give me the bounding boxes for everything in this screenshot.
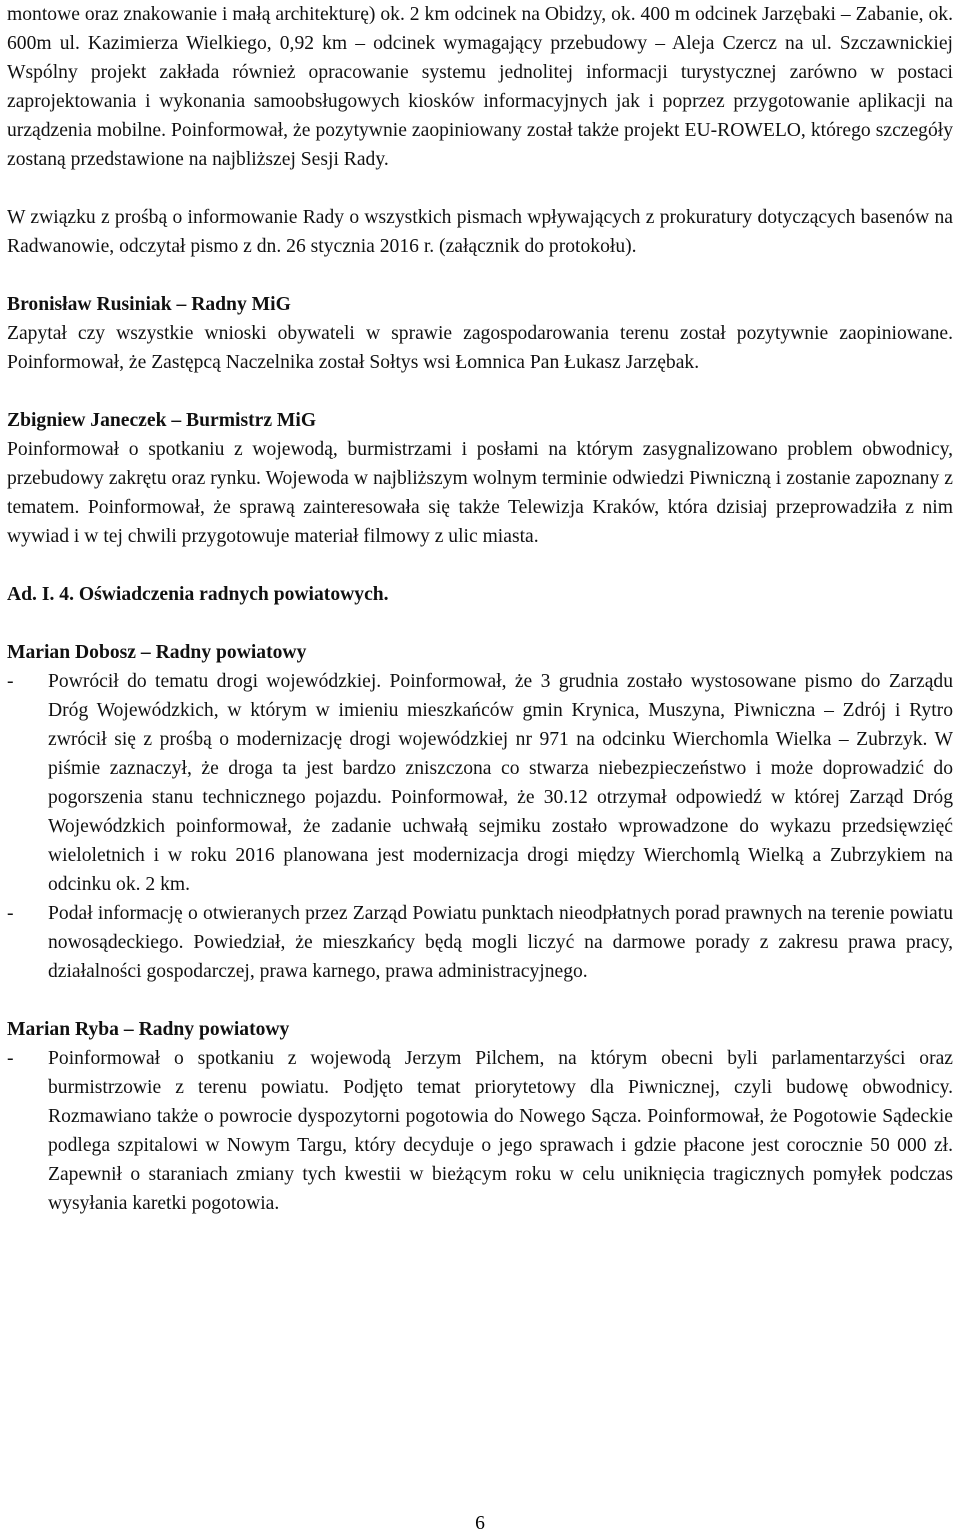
- paragraph-janeczek: Poinformował o spotkaniu z wojewodą, burmistrzami i posłami na którym zasygnalizowano problem obwodnicy, przebudowy zakrętu oraz rynku. Wojewoda w najbliższym wolnym terminie odwiedzi Piwniczną i zostanie zapoznany z tematem. Poinformował, że sprawą zainteresowała się także Telewizja Kraków, która dzisiaj przeprowadziła z nim wywiad i w tej chwili przygotowuje materiał filmowy z ulic miasta.: [7, 439, 953, 547]
- list-item-text: Podał informację o otwieranych przez Zarząd Powiatu punktach nieodpłatnych porad prawnych na terenie powiatu nowosądeckiego. Powiedział, że mieszkańcy będą mogli liczyć na darmowe porady z zakresu prawa pracy, działalności gospodarczej, prawa karnego, prawa administracyjnego.: [48, 903, 953, 982]
- list-item: [7, 1044, 953, 1218]
- spacer: [7, 986, 953, 1015]
- list-item-text: Poinformował o spotkaniu z wojewodą Jerzym Pilchem, na którym obecni byli parlamentarzyści oraz burmistrzowie z terenu powiatu. Podjęto temat priorytetowy dla Piwnicznej, czyli budowę obwodnicy. Rozmawiano także o powrocie dyspozytorni pogotowia do Nowego Sącza. Poinformował, że Pogotowie Sądeckie podlega szpitalowi w Nowym Targu, który decyduje o jego sprawach i gdzie płacone jest corocznie 50 000 zł. Zapewnił o staraniach zmiany tych kwestii w bieżącym roku w celu uniknięcia tragicznych pomyłek podczas wysyłania karetki pogotowia.: [48, 1048, 953, 1214]
- list-item: [7, 899, 953, 986]
- spacer: [7, 609, 953, 638]
- paragraph-prosecutor-letter: W związku z prośbą o informowanie Rady o wszystkich pismach wpływających z prokuratury dotyczących basenów na Radwanowie, odczytał pismo z dn. 26 stycznia 2016 r. (załącznik do protokołu).: [7, 207, 953, 257]
- paragraph-projects: montowe oraz znakowanie i małą architekturę) ok. 2 km odcinek na Obidzy, ok. 400 m odcinek Jarzębaki – Zabanie, ok. 600m ul. Kazimierza Wielkiego, 0,92 km – odcinek wymagający przebudowy – Aleja Czercz na ul. Szczawnickiej Wspólny projekt zakłada również opracowanie systemu jednolitej informacji turystycznej zarówno w postaci zaprojektowania i wykonania samoobsługowych kiosków informacyjnych jak i poprzez przygotowanie aplikacji na urządzenia mobilne. Poinformował, że pozytywnie zaopiniowany został także projekt EU-ROWELO, którego szczegóły zostaną przedstawione na najbliższej Sesji Rady.: [7, 4, 953, 170]
- list-item-text: Powrócił do tematu drogi wojewódzkiej. Poinformował, że 3 grudnia zostało wystosowane pismo do Zarządu Dróg Wojewódzkich, w którym w imieniu mieszkańców gmin Krynica, Muszyna, Piwniczna – Zdrój i Rytro zwrócił się z prośbą o modernizację drogi wojewódzkiej nr 971 na odcinku Wierchomla Wielka – Zubrzyk. W piśmie zaznaczył, że droga ta jest bardzo zniszczona co stwarza niebezpieczeństwo i może doprowadzić do pogorszenia stanu technicznego pojazdu. Poinformował, że 30.12 otrzymał odpowiedź w której Zarząd Dróg Wojewódzkich poinformował, że zadanie uchwałą sejmiku zostało wprowadzone do wykazu przedsięwzięć wieloletnich i w roku 2016 planowana jest modernizacja drogi między Wierchomlą Wielką a Zubrzykiem na odcinku ok. 2 km.: [48, 671, 953, 895]
- bullet-dash: -: [7, 1048, 14, 1069]
- page-number: 6: [475, 1513, 485, 1534]
- spacer: [7, 261, 953, 290]
- speaker-heading-ryba: Marian Ryba – Radny powiatowy: [7, 1019, 290, 1040]
- section-heading: Ad. I. 4. Oświadczenia radnych powiatowych.: [7, 584, 389, 605]
- spacer: [7, 174, 953, 203]
- spacer: [7, 377, 953, 406]
- list-item: [7, 667, 953, 899]
- bullet-dash: -: [7, 903, 14, 924]
- document-page: [7, 0, 953, 1218]
- speaker-heading-janeczek: Zbigniew Janeczek – Burmistrz MiG: [7, 410, 317, 431]
- paragraph-rusiniak: Zapytał czy wszystkie wnioski obywateli w sprawie zagospodarowania terenu został pozytywnie zaopiniowane. Poinformował, że Zastępcą Naczelnika został Sołtys wsi Łomnica Pan Łukasz Jarzębak.: [7, 323, 953, 373]
- spacer: [7, 551, 953, 580]
- speaker-heading-dobosz: Marian Dobosz – Radny powiatowy: [7, 642, 307, 663]
- speaker-heading-rusiniak: Bronisław Rusiniak – Radny MiG: [7, 294, 291, 315]
- bullet-dash: -: [7, 671, 14, 692]
